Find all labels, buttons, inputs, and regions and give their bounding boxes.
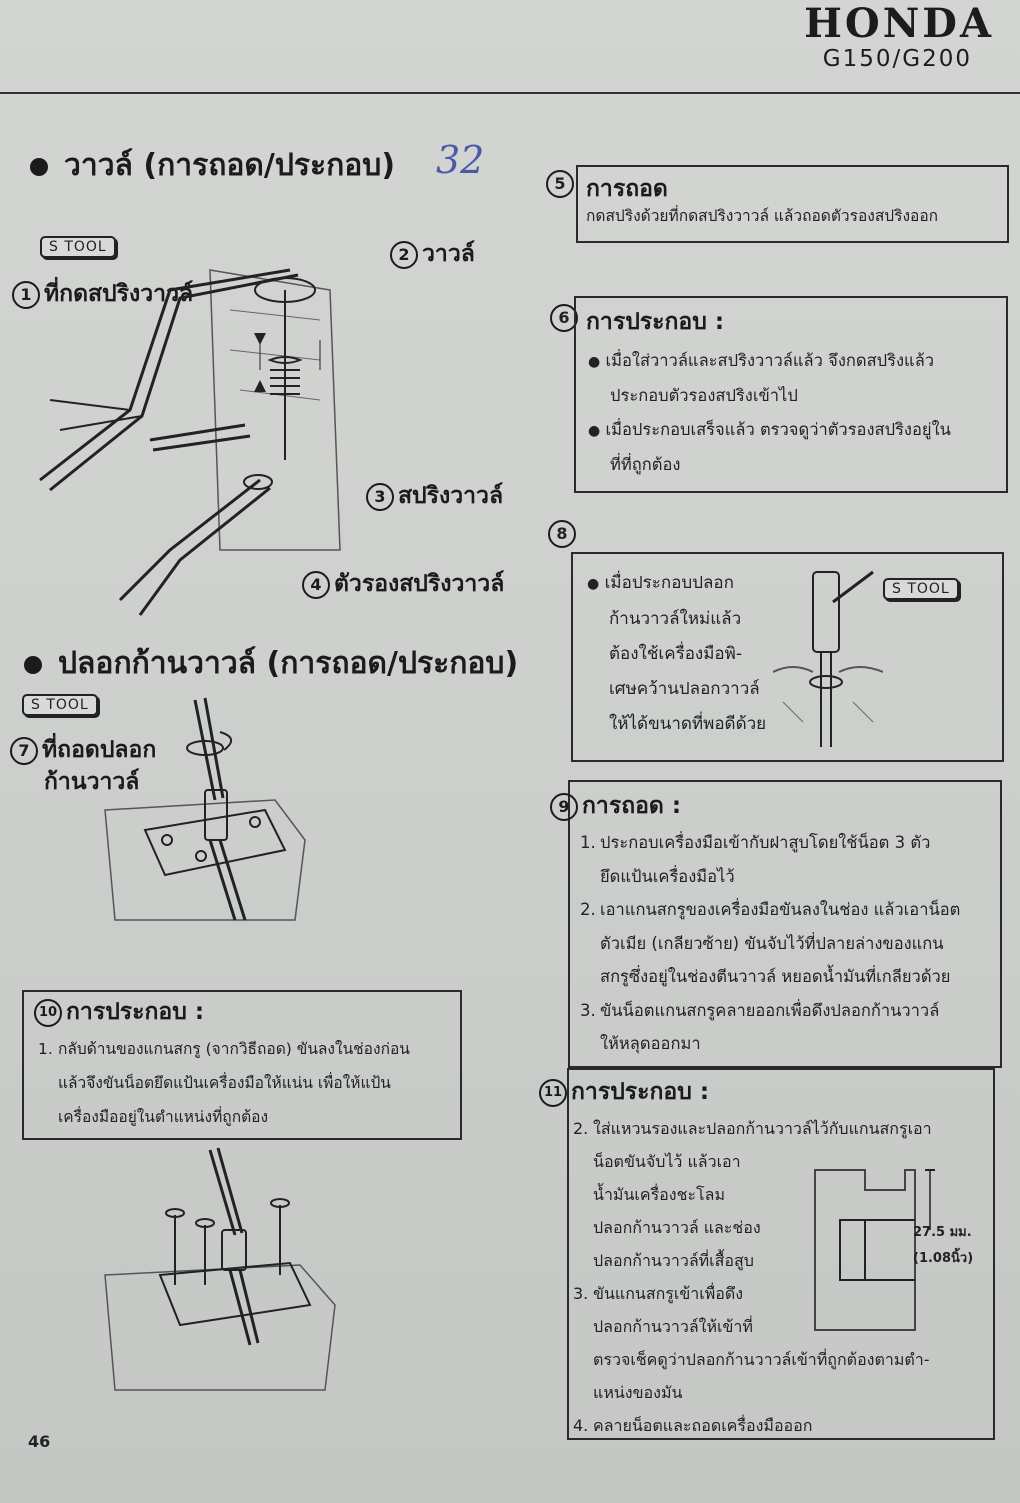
- box-11-step3-number: 3.: [573, 1284, 589, 1303]
- box-10-line3: เครื่องมืออยู่ในตำแหน่งที่ถูกต้อง: [58, 1108, 269, 1126]
- box-8-line4: เศษคว้านปลอกวาวล์: [609, 679, 760, 699]
- box-11-step3-line1: ขันแกนสกรูเข้าเพื่อดึง: [593, 1284, 744, 1303]
- bullet-icon: ●: [587, 576, 600, 592]
- box-8-line1: เมื่อประกอบปลอก: [604, 573, 734, 593]
- box-5-text: กดสปริงด้วยที่กดสปริงวาวล์ แล้วถอดตัวรองสปริงออก: [586, 207, 939, 225]
- box-11-title-text: การประกอบ :: [571, 1079, 710, 1105]
- box-9-step1-line2: ยึดแป้นเครื่องมือไว้: [600, 866, 735, 886]
- box-9-step3-line2: ให้หลุดออกมา: [600, 1034, 701, 1053]
- callout-1-label: ที่กดสปริงวาวล์: [44, 281, 194, 307]
- number-4-icon: 4: [302, 571, 330, 599]
- box-9-step1-number: 1.: [580, 833, 596, 852]
- handwritten-note: 32: [436, 138, 485, 182]
- depth-dimension: [913, 1220, 973, 1272]
- box-9-title-text: การถอด :: [582, 793, 682, 819]
- number-9-icon: 9: [550, 793, 578, 821]
- special-tool-badge: S TOOL: [40, 236, 116, 258]
- box-10-line1: กลับด้านของแกนสกรู (จากวิธีถอด) ขันลงในช่องก่อน: [58, 1040, 410, 1058]
- box-9-text: [580, 826, 960, 1061]
- callout-7-line1: ที่ถอดปลอก: [42, 737, 157, 763]
- valve-guide-section-title: [24, 640, 518, 687]
- removal-box-9: [558, 780, 1002, 1068]
- box-8-line2: ก้านวาวล์ใหม่แล้ว: [609, 609, 742, 629]
- box-9-step1-line1: ประกอบเครื่องมือเข้ากับฝาสูบโดยใช้น็อต 3 ตัว: [600, 833, 931, 852]
- number-6-icon: 6: [550, 304, 578, 332]
- number-8-icon: 8: [548, 520, 576, 548]
- valve-spring-compressor-diagram: [30, 250, 370, 630]
- box-8-text: [587, 566, 766, 742]
- number-5-icon: 5: [546, 170, 574, 198]
- box-8-line5: ให้ได้ขนาดที่พอดีด้วย: [609, 714, 767, 734]
- box-9-title: [550, 788, 681, 824]
- header-divider: [0, 92, 1020, 94]
- box-10-step-number: 1.: [38, 1040, 53, 1058]
- box-11-step2-number: 2.: [573, 1119, 589, 1138]
- assembly-box-6: [574, 296, 1008, 493]
- number-7-icon: 7: [10, 737, 38, 765]
- box-6-bullet1-line2: ประกอบตัวรองสปริงเข้าไป: [610, 386, 798, 405]
- valve-section-title: [30, 142, 395, 189]
- box-9-step2-line2: ตัวเมีย (เกลียวซ้าย) ขันจับไว้ที่ปลายล่างของแกน: [600, 933, 944, 953]
- box-10-title-text: การประกอบ :: [66, 999, 205, 1025]
- note-box-8: [571, 552, 1004, 762]
- valve-guide-install-diagram: [100, 1145, 340, 1395]
- box-11-step2-line4: ปลอกก้านวาวล์ และช่อง: [593, 1218, 761, 1237]
- brand-logo: HONDA: [804, 0, 994, 47]
- box-9-step2-line1: เอาแกนสกรูของเครื่องมือขันลงในช่อง แล้วเอาน็อต: [600, 900, 961, 919]
- box-11-step3-line4: แหน่งของมัน: [593, 1383, 683, 1402]
- box-11-step2-line5: ปลอกก้านวาวล์ที่เสื้อสูบ: [593, 1251, 754, 1270]
- box-10-text: [38, 1032, 410, 1134]
- box-5-title: การถอด: [586, 176, 668, 202]
- box-8-line3: ต้องใช้เครื่องมือพิ-: [609, 644, 742, 664]
- number-2-icon: 2: [390, 241, 418, 269]
- box-9-step3-number: 3.: [580, 1000, 596, 1020]
- bullet-icon: [30, 158, 48, 176]
- box-11-step4-number: 4.: [573, 1416, 589, 1435]
- number-11-icon: 11: [539, 1079, 567, 1107]
- model-number: G150/G200: [822, 46, 972, 72]
- special-tool-badge: S TOOL: [22, 694, 98, 716]
- removal-box-5: [576, 165, 1009, 243]
- box-6-bullet1-line1: เมื่อใส่วาวล์และสปริงวาวล์แล้ว จึงกดสปริงแล้ว: [605, 351, 935, 370]
- box-9-step3-line1: ขันน็อตแกนสกรูคลายออกเพื่อดึงปลอกก้านวาวล์: [600, 1000, 940, 1020]
- box-11-step2-line2: น็อตขันจับไว้ แล้วเอา: [593, 1152, 741, 1171]
- box-8-number: [548, 520, 580, 548]
- valve-section-title-text: วาวล์ (การถอด/ประกอบ): [64, 148, 396, 183]
- box-11-step2-line3: น้ำมันเครื่องชะโลม: [593, 1185, 725, 1204]
- box-6-title: การประกอบ :: [586, 309, 725, 335]
- number-1-icon: 1: [12, 281, 40, 309]
- box-9-step2-line3: สกรูซึ่งอยู่ในช่องตีนวาวล์ หยอดน้ำมันที่เกลียวด้วย: [600, 967, 951, 986]
- assembly-box-10: [22, 990, 462, 1140]
- box-6-bullet2-line2: ที่ที่ถูกต้อง: [610, 455, 681, 474]
- callout-2: [390, 236, 475, 272]
- box-11-step3-line3: ตรวจเช็คดูว่าปลอกก้านวาวล์เข้าที่ถูกต้องตามตำ-: [593, 1350, 930, 1369]
- box-11-title: [539, 1074, 709, 1110]
- depth-mm: 27.5 มม.: [913, 1225, 972, 1240]
- box-11-step2-line1: ใส่แหวนรองและปลอกก้านวาวล์ไว้กับแกนสกรูเอา: [593, 1119, 932, 1138]
- number-10-icon: 10: [34, 999, 62, 1027]
- box-5-number: [546, 170, 578, 198]
- callout-7-line2: ก้านวาวล์: [44, 769, 140, 795]
- box-6-bullet2-line1: เมื่อประกอบเสร็จแล้ว ตรวจดูว่าตัวรองสปริงอยู่ใน: [605, 420, 951, 439]
- callout-2-label: วาวล์: [422, 241, 475, 267]
- callout-4-label: ตัวรองสปริงวาวล์: [334, 571, 505, 597]
- box-9-step2-number: 2.: [580, 900, 596, 919]
- depth-inches: (1.08นิ้ว): [913, 1251, 974, 1266]
- box-11-step4-line1: คลายน็อตและถอดเครื่องมือออก: [593, 1416, 813, 1435]
- box-11-step3-line2: ปลอกก้านวาวล์ให้เข้าที่: [593, 1317, 753, 1336]
- bullet-icon: ●: [588, 354, 601, 370]
- bullet-icon: ●: [588, 423, 601, 439]
- callout-3: [366, 478, 503, 514]
- valve-guide-remover-diagram: [95, 690, 315, 940]
- valve-guide-section-title-text: ปลอกก้านวาวล์ (การถอด/ประกอบ): [58, 646, 519, 681]
- bullet-icon: [24, 656, 42, 674]
- assembly-box-11: [543, 1068, 995, 1440]
- valve-guide-reamer-diagram: [773, 562, 883, 752]
- box-10-line2: แล้วจึงขันน็อตยึดแป้นเครื่องมือให้แน่น เพื่อให้แป้น: [58, 1074, 391, 1092]
- page-number: 46: [28, 1432, 51, 1451]
- box-10-title: [34, 994, 204, 1030]
- special-tool-badge: S TOOL: [883, 578, 959, 600]
- box-6-text: [588, 344, 951, 482]
- callout-3-label: สปริงวาวล์: [398, 483, 504, 509]
- number-3-icon: 3: [366, 483, 394, 511]
